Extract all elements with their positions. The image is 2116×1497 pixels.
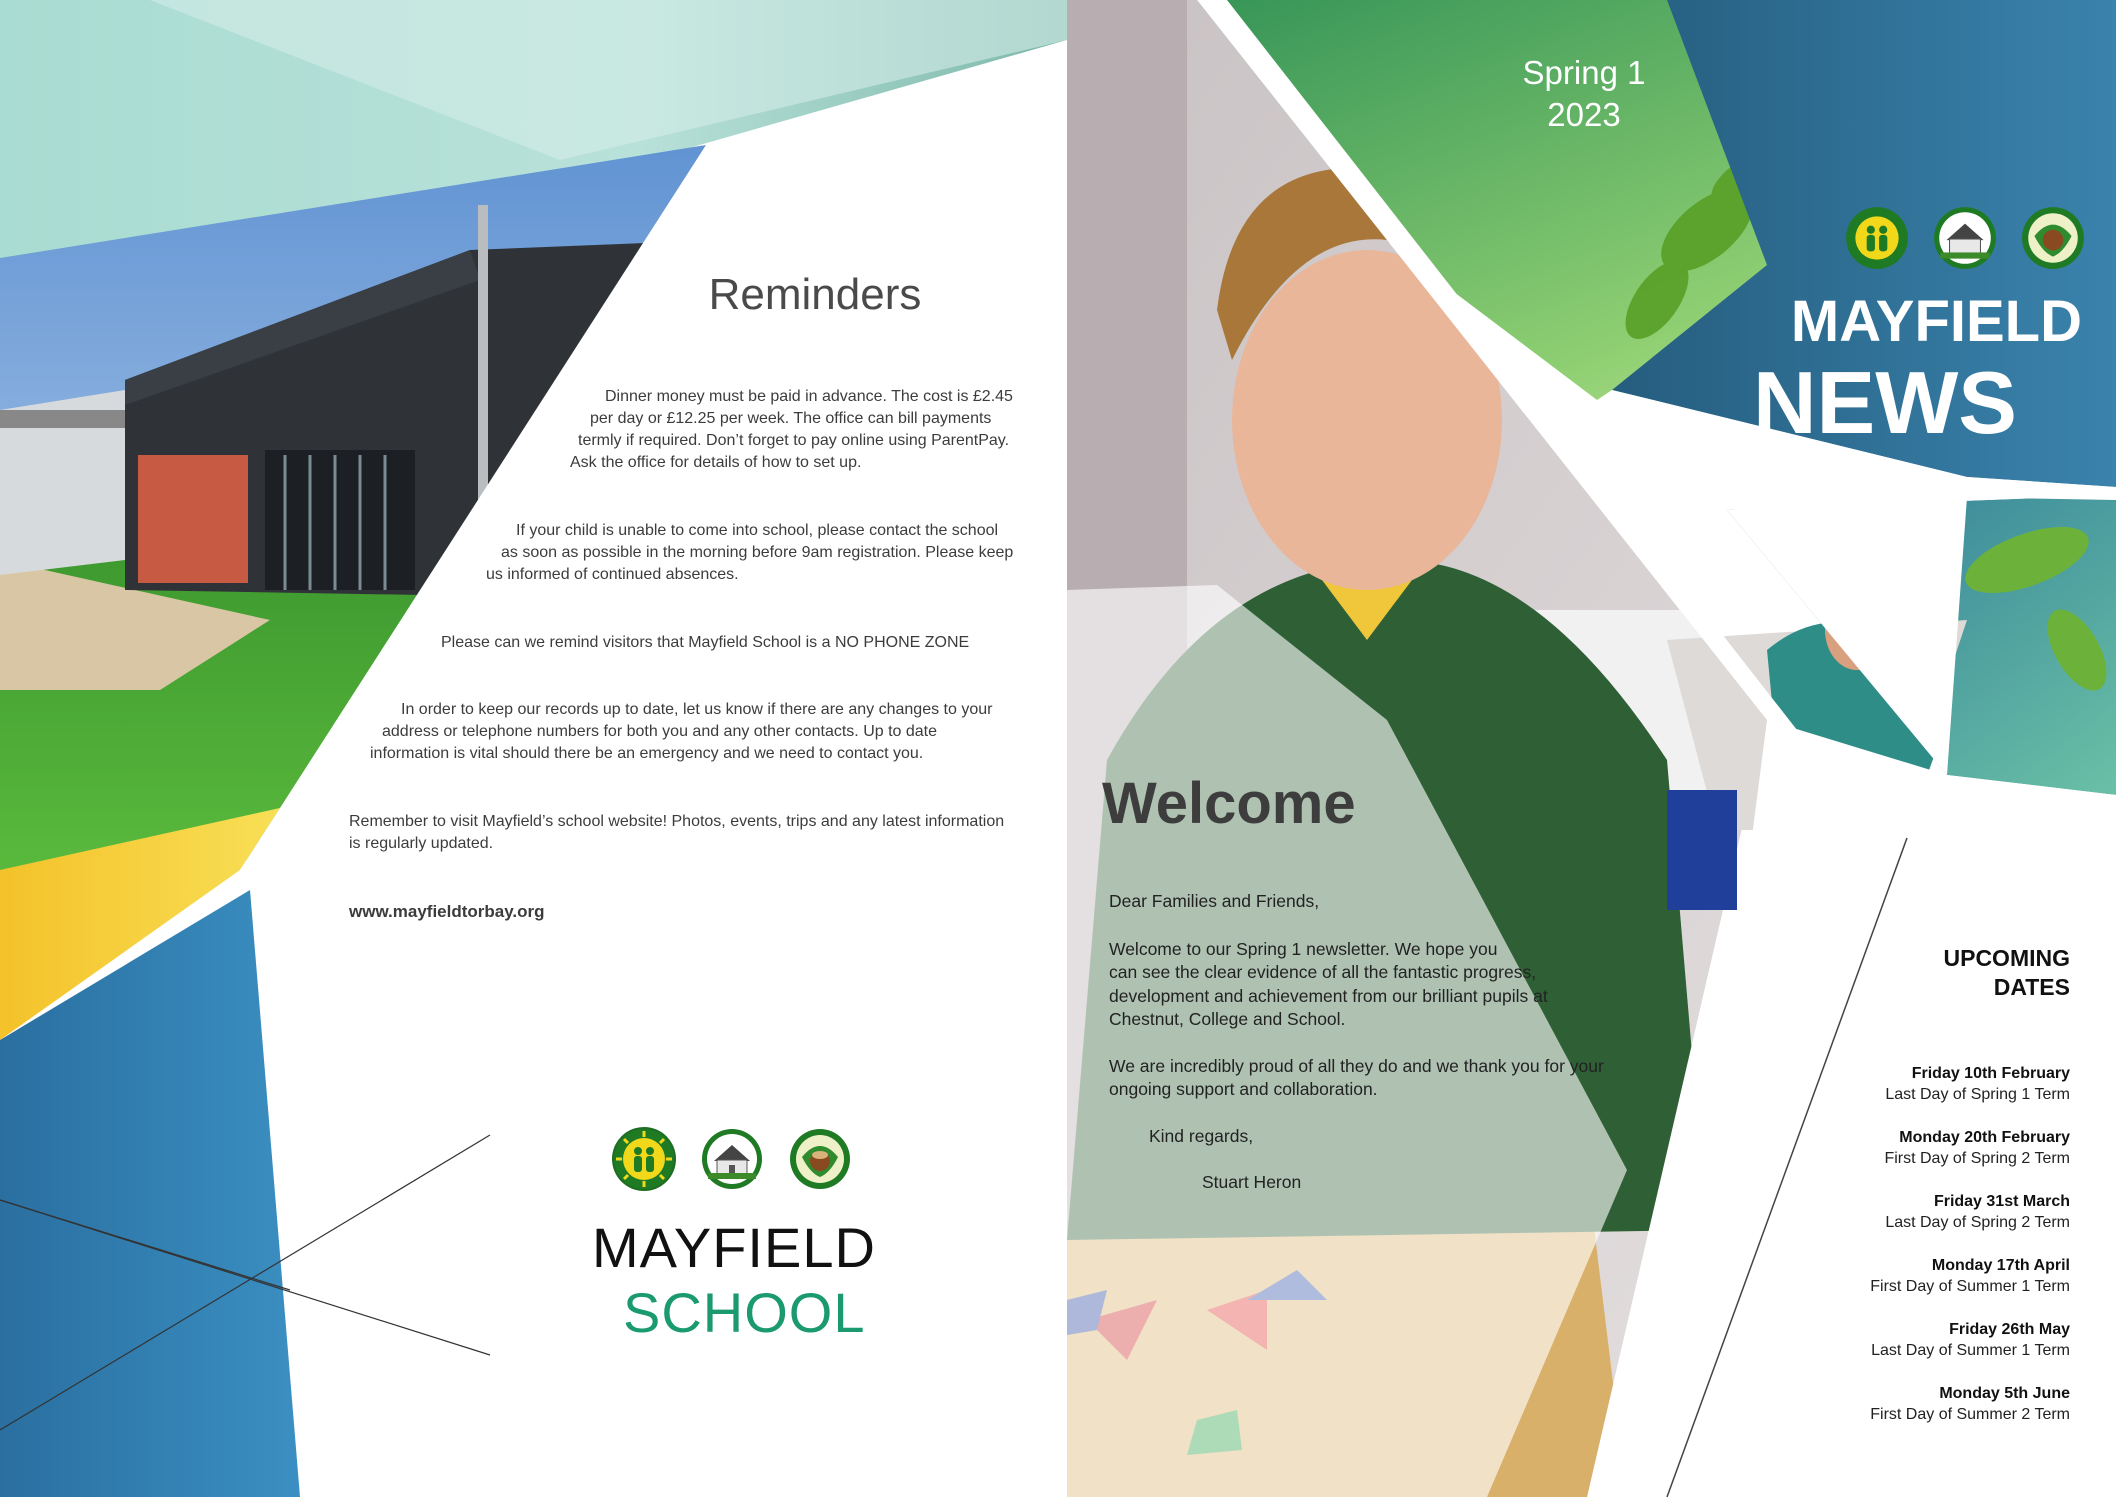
text-line: as soon as possible in the morning before 9am registration. Please keep — [501, 544, 1014, 561]
date-text: Friday 26th May — [1949, 1321, 2070, 1338]
text-line: us informed of continued absences. — [486, 566, 739, 583]
date-text: Friday 31st March — [1933, 1193, 2070, 1210]
upcoming-dates-title — [1787, 944, 2070, 1002]
reminder-dinner-money — [570, 386, 1040, 474]
masthead-mayfield: MAYFIELD — [1790, 289, 2082, 354]
issue-year: 2023 — [1547, 96, 1621, 133]
text-line: termly if required. Don’t forget to pay online using ParentPay. — [578, 432, 1010, 449]
welcome-title: Welcome — [1102, 771, 1356, 836]
date-item — [1707, 1191, 2070, 1233]
sun-children-logo — [612, 1127, 676, 1191]
date-label: First Day of Summer 2 Term — [1870, 1406, 2070, 1423]
chestnut-logo — [2020, 205, 2086, 271]
school-name-line1: MAYFIELD — [592, 1216, 876, 1279]
masthead-news: NEWS — [1753, 353, 2017, 452]
sun-children-logo — [1844, 205, 1910, 271]
house-logo — [700, 1127, 764, 1191]
date-item — [1707, 1063, 2070, 1105]
date-text: Friday 10th February — [1911, 1065, 2070, 1082]
upcoming-line2: DATES — [1993, 974, 2070, 1000]
school-name-line2: SCHOOL — [623, 1281, 866, 1344]
text-line: Ask the office for details of how to set up. — [570, 454, 862, 471]
upcoming-line1: UPCOMING — [1943, 945, 2070, 971]
issue-label — [1479, 52, 1689, 136]
date-text: Monday 20th February — [1899, 1129, 2070, 1146]
reminder-no-phone-zone — [441, 632, 1041, 654]
text-line: Remember to visit Mayfield’s school website! Photos, events, trips and any latest information — [349, 813, 1005, 830]
chestnut-logo — [788, 1127, 852, 1191]
text-line: Please can we remind visitors that Mayfield School is a NO PHONE ZONE — [441, 634, 970, 651]
date-label: First Day of Summer 1 Term — [1870, 1278, 2070, 1295]
text-line: per day or £12.25 per week. The office can bill payments — [590, 410, 992, 427]
date-text: Monday 5th June — [1939, 1385, 2070, 1402]
date-label: Last Day of Spring 2 Term — [1885, 1214, 2070, 1231]
date-item — [1707, 1383, 2070, 1425]
text-line: development and achievement from our brilliant pupils at — [1109, 985, 1548, 1006]
text-line: ongoing support and collaboration. — [1109, 1079, 1378, 1099]
text-line: Dinner money must be paid in advance. The cost is £2.45 — [605, 388, 1013, 405]
signoff: Kind regards, — [1149, 1125, 1254, 1146]
greeting: Dear Families and Friends, — [1109, 891, 1320, 911]
date-item — [1707, 1255, 2070, 1297]
website-link[interactable]: www.mayfieldtorbay.org — [349, 902, 545, 921]
date-label: Last Day of Spring 1 Term — [1885, 1086, 2070, 1103]
text-line: We are incredibly proud of all they do and we thank you for your — [1109, 1055, 1604, 1076]
text-line: address or telephone numbers for both you and any other contacts. Up to date — [382, 723, 938, 740]
reminders-title: Reminders — [708, 270, 922, 319]
date-item — [1707, 1319, 2070, 1361]
text-line: In order to keep our records up to date, let us know if there are any changes to your — [401, 701, 993, 718]
text-line: If your child is unable to come into school, please contact the school — [516, 522, 999, 539]
text-line: information is vital should there be an emergency and we need to contact you. — [370, 745, 924, 762]
date-label: Last Day of Summer 1 Term — [1871, 1342, 2070, 1359]
right-page — [1067, 0, 2116, 1497]
reminder-absence — [486, 520, 1046, 586]
text-line: Chestnut, College and School. — [1109, 1009, 1346, 1029]
reminder-website — [349, 811, 1059, 855]
signature: Stuart Heron — [1202, 1172, 1302, 1192]
welcome-letter — [1109, 890, 1669, 1195]
date-text: Monday 17th April — [1931, 1257, 2070, 1274]
text-line: is regularly updated. — [349, 835, 494, 852]
text-line: Welcome to our Spring 1 newsletter. We hope you — [1109, 938, 1498, 959]
reminder-records — [370, 699, 1050, 765]
text-line: can see the clear evidence of all the fantastic progress, — [1109, 962, 1537, 982]
issue-term: Spring 1 — [1522, 54, 1646, 91]
date-label: First Day of Spring 2 Term — [1884, 1150, 2070, 1167]
date-item — [1707, 1127, 2070, 1169]
house-logo — [1932, 205, 1998, 271]
